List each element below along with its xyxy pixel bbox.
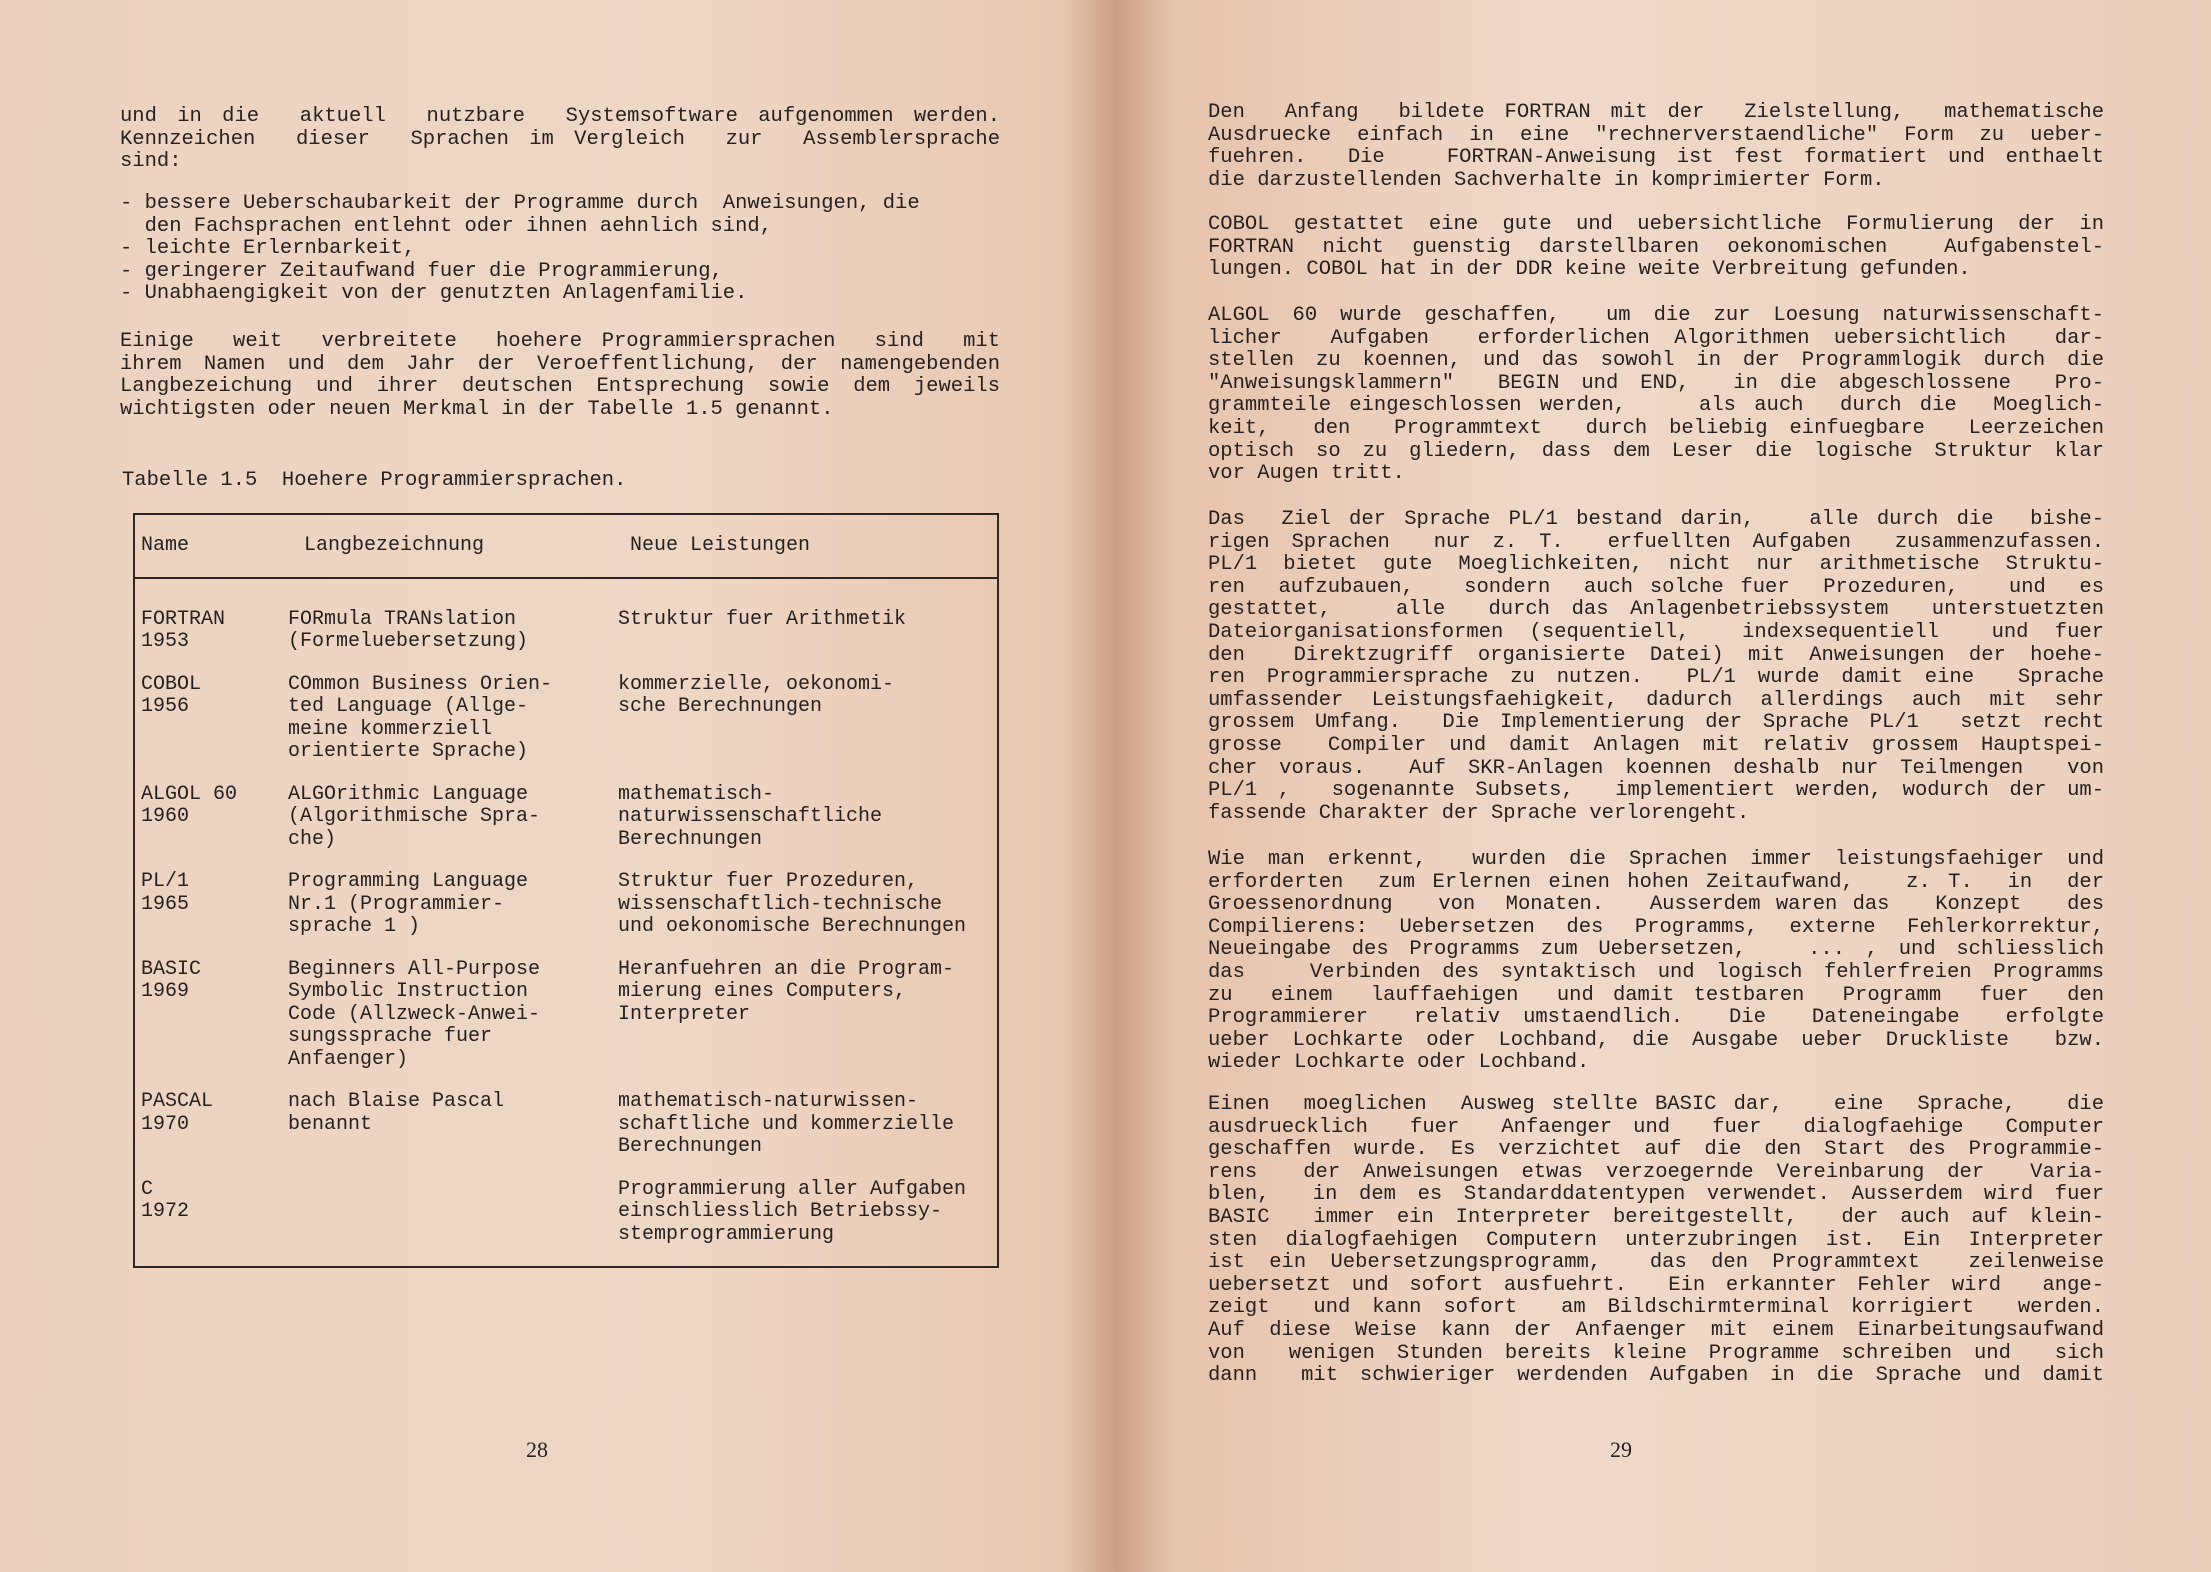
page-number: 28 (526, 1437, 548, 1462)
left-page (0, 0, 1105, 1572)
long-name-line: COmmon Business Orien- (288, 672, 553, 696)
language-name: COBOL (141, 672, 202, 696)
body-paragraph (1208, 849, 2104, 1075)
feature-cell (612, 871, 998, 959)
text-line: PL/1 bietet gute Moeglichkeiten, nicht nur arithmetische Struktu- (1208, 553, 2104, 577)
text-line: erforderten zum Erlernen einen hohen Zeitaufwand, z. T. in der (1208, 870, 2104, 894)
language-name: ALGOL 60 (141, 782, 238, 806)
text-line: ren Programmiersprache zu nutzen. PL/1 wurde damit eine Sprache (1208, 666, 2104, 690)
text-line: ausdruecklich fuer Anfaenger und fuer dialogfaehige Computer (1208, 1115, 2104, 1139)
long-name-line: orientierte Sprache) (288, 740, 529, 763)
text-line: Ausdruecke einfach in eine "rechnerverstaendliche" Form zu ueber- (1208, 123, 2104, 147)
language-year: 1960 (141, 805, 190, 828)
programming-languages-table (133, 513, 999, 1268)
long-name-line: Anfaenger) (288, 1047, 409, 1071)
text-line: dann mit schwieriger werdenden Aufgaben in die Sprache und damit (1208, 1364, 2104, 1388)
long-name-line: ALGOrithmic Language (288, 782, 529, 806)
feature-line: wissenschaftlich-technische (618, 892, 943, 916)
long-name-line: Beginners All-Purpose (288, 957, 541, 981)
body-paragraph (1208, 305, 2104, 486)
text-line: blen, in dem es Standarddatentypen verwendet. Ausserdem wird fuer (1208, 1183, 2104, 1207)
text-line: fassende Charakter der Sprache verlorengeht. (1208, 801, 1750, 825)
feature-bullet-list (120, 193, 1000, 306)
feature-line: sche Berechnungen (618, 695, 823, 718)
language-year: 1956 (141, 695, 190, 718)
text-line: wieder Lochkarte oder Lochband. (1208, 1051, 1590, 1075)
list-item: - Unabhaengigkeit von der genutzten Anlagenfamilie. (120, 282, 748, 306)
list-item: - leichte Erlernbarkeit, (120, 237, 416, 261)
long-name-line: Programming Language (288, 870, 529, 893)
long-name-cell (282, 784, 612, 872)
feature-line: Struktur fuer Arithmetik (618, 607, 907, 631)
feature-line: mathematisch- (618, 782, 775, 806)
body-paragraph (1208, 509, 2104, 825)
long-name-line: Code (Allzweck-Anwei- (288, 1002, 541, 1026)
language-name: PASCAL (141, 1090, 214, 1113)
feature-cell (612, 674, 998, 784)
text-line: umfassender Leistungsfaehigkeit, dadurch allerdings auch mit sehr (1208, 688, 2104, 712)
text-line: geschaffen wurde. Es verzichtet auf die den Start des Programmie- (1208, 1138, 2104, 1162)
feature-line: naturwissenschaftliche (618, 805, 883, 828)
long-name-line: Symbolic Instruction (288, 980, 529, 1003)
text-line: grosse Compiler und damit Anlagen mit relativ grossem Hauptspei- (1208, 733, 2104, 757)
text-line: FORTRAN nicht guenstig darstellbaren oekonomischen Aufgabenstel- (1208, 235, 2104, 259)
text-line: Den Anfang bildete FORTRAN mit der Zielstellung, mathematische (1208, 101, 2104, 124)
long-name-line: sungssprache fuer (288, 1025, 493, 1048)
text-line: Einige weit verbreitete hoehere Programmiersprachen sind mit (120, 330, 1000, 353)
text-line: optisch so zu gliedern, dass dem Leser die logische Struktur klar (1208, 439, 2104, 463)
text-line: Das Ziel der Sprache PL/1 bestand darin, alle durch die bishe- (1208, 508, 2104, 531)
text-line: vor Augen tritt. (1208, 462, 1405, 486)
feature-line: schaftliche und kommerzielle (618, 1112, 955, 1136)
text-line: ALGOL 60 wurde geschaffen, um die zur Loesung naturwissenschaft- (1208, 304, 2104, 327)
body-paragraph (1208, 102, 2104, 192)
text-line: von wenigen Stunden bereits kleine Programme schreiben und sich (1208, 1341, 2104, 1365)
text-line: zu einem lauffaehigen und damit testbaren Programm fuer den (1208, 983, 2104, 1007)
table-row (134, 784, 998, 872)
text-line: das Verbinden des syntaktisch und logisch fehlerfreien Programms (1208, 960, 2104, 984)
table-row (134, 871, 998, 959)
text-line: Dateiorganisationsformen (sequentiell, indexsequentiell und fuer (1208, 620, 2104, 644)
language-name: BASIC (141, 957, 202, 981)
language-name: PL/1 (141, 870, 190, 893)
text-line: rens der Anweisungen etwas verzoegernde Vereinbarung der Varia- (1208, 1160, 2104, 1184)
feature-line: Struktur fuer Prozeduren, (618, 870, 919, 893)
language-year: 1972 (141, 1200, 190, 1223)
text-line: Einen moeglichen Ausweg stellte BASIC dar, eine Sprache, die (1208, 1093, 2104, 1116)
text-line: Programmierer relativ umstaendlich. Die Dateneingabe erfolgte (1208, 1006, 2104, 1030)
column-header-features: Neue Leistungen (612, 514, 998, 578)
intro-paragraph (120, 106, 1000, 174)
text-line: Wie man erkennt, wurden die Sprachen immer leistungsfaehiger und (1208, 848, 2104, 871)
language-name-cell (134, 1091, 282, 1179)
feature-line: kommerzielle, oekonomi- (618, 672, 895, 696)
body-paragraph (1208, 214, 2104, 282)
text-line: lungen. COBOL hat in der DDR keine weite Verbreitung gefunden. (1208, 258, 1971, 282)
page-number: 29 (1610, 1437, 1632, 1462)
language-year: 1969 (141, 980, 190, 1003)
text-line: licher Aufgaben erforderlichen Algorithmen uebersichtlich dar- (1208, 326, 2104, 350)
text-line: Langbezeichung und ihrer deutschen Entsprechung sowie dem jeweils (120, 375, 1000, 399)
feature-cell (612, 959, 998, 1092)
text-line: den Direktzugriff organisierte Datei) mit Anweisungen der hoehe- (1208, 643, 2104, 667)
long-name-line: sprache 1 ) (288, 915, 421, 938)
language-name: C (141, 1177, 154, 1201)
language-name-cell (134, 784, 282, 872)
text-line: BASIC immer ein Interpreter bereitgestellt, der auch auf klein- (1208, 1205, 2104, 1229)
feature-cell (612, 578, 998, 674)
column-header-long-name: Langbezeichnung (282, 514, 612, 578)
feature-line: mierung eines Computers, (618, 980, 907, 1003)
long-name-line: (Formeluebersetzung) (288, 630, 529, 653)
table-row (134, 674, 998, 784)
feature-line: Heranfuehren an die Program- (618, 957, 955, 981)
list-item: den Fachsprachen entlehnt oder ihnen aehnlich sind, (120, 214, 773, 238)
feature-cell (612, 784, 998, 872)
text-line: uebersetzt und sofort ausfuehrt. Ein erkannter Fehler wird ange- (1208, 1273, 2104, 1297)
text-line: rigen Sprachen nur z. T. erfuellten Aufgaben zusammenzufassen. (1208, 530, 2104, 554)
table-row (134, 959, 998, 1092)
text-line: und in die aktuell nutzbare Systemsoftware aufgenommen werden. (120, 105, 1000, 128)
text-line: grammteile eingeschlossen werden, als auch durch die Moeglich- (1208, 394, 2104, 418)
language-name-cell (134, 578, 282, 674)
text-line: Neueingabe des Programms zum Uebersetzen, ... , und schliesslich (1208, 938, 2104, 962)
feature-line: Berechnungen (618, 1135, 763, 1158)
list-item: - geringerer Zeitaufwand fuer die Programmierung, (120, 259, 723, 283)
text-line: grossem Umfang. Die Implementierung der Sprache PL/1 setzt recht (1208, 711, 2104, 735)
long-name-line: nach Blaise Pascal (288, 1090, 505, 1113)
feature-line: einschliesslich Betriebssy- (618, 1200, 943, 1223)
language-name: FORTRAN (141, 607, 226, 631)
feature-line: Berechnungen (618, 827, 763, 851)
long-name-cell (282, 578, 612, 674)
language-name-cell (134, 674, 282, 784)
language-name-cell (134, 1179, 282, 1268)
long-name-line: Nr.1 (Programmier- (288, 892, 505, 916)
text-line: wichtigsten oder neuen Merkmal in der Tabelle 1.5 genannt. (120, 397, 834, 421)
table-header-row (134, 514, 998, 578)
text-line: sten dialogfaehigen Computern unterzubringen ist. Ein Interpreter (1208, 1228, 2104, 1252)
text-line: "Anweisungsklammern" BEGIN und END, in die abgeschlossene Pro- (1208, 371, 2104, 395)
text-line: ren aufzubauen, sondern auch solche fuer Prozeduren, und es (1208, 575, 2104, 599)
long-name-cell (282, 1091, 612, 1179)
table-caption: Tabelle 1.5 Hoehere Programmiersprachen. (122, 469, 627, 492)
feature-line: Interpreter (618, 1002, 751, 1026)
text-line: cher voraus. Auf SKR-Anlagen koennen deshalb nur Teilmengen von (1208, 756, 2104, 780)
text-line: ist ein Uebersetzungsprogramm, das den Programmtext zeilenweise (1208, 1251, 2104, 1275)
long-name-line: benannt (288, 1112, 373, 1136)
text-line: gestattet, alle durch das Anlagenbetriebssystem unterstuetzten (1208, 598, 2104, 622)
list-item: - bessere Ueberschaubarkeit der Programme durch Anweisungen, die (120, 192, 920, 215)
long-name-cell (282, 1179, 612, 1268)
table-body (134, 578, 998, 1268)
language-year: 1965 (141, 892, 190, 916)
text-line: die darzustellenden Sachverhalte in komprimierter Form. (1208, 168, 1885, 192)
text-line: PL/1 , sogenannte Subsets, implementiert werden, wodurch der um- (1208, 779, 2104, 803)
long-name-line: che) (288, 827, 337, 851)
feature-line: und oekonomische Berechnungen (618, 915, 967, 938)
language-name-cell (134, 959, 282, 1092)
feature-cell (612, 1179, 998, 1268)
right-page (1105, 0, 2211, 1572)
feature-cell (612, 1091, 998, 1179)
feature-line: Programmierung aller Aufgaben (618, 1177, 967, 1201)
table-row (134, 578, 998, 674)
text-line: zeigt und kann sofort am Bildschirmterminal korrigiert werden. (1208, 1296, 2104, 1320)
text-line: stellen zu koennen, und das sowohl in der Programmlogik durch die (1208, 349, 2104, 373)
long-name-cell (282, 674, 612, 784)
long-name-line: (Algorithmische Spra- (288, 805, 541, 828)
text-line: Compilierens: Uebersetzen des Programms, externe Fehlerkorrektur, (1208, 915, 2104, 939)
column-header-name: Name (134, 514, 282, 578)
text-line: ueber Lochkarte oder Lochband, die Ausgabe ueber Druckliste bzw. (1208, 1028, 2104, 1052)
language-name-cell (134, 871, 282, 959)
language-year: 1953 (141, 630, 190, 653)
text-line: Groessenordnung von Monaten. Ausserdem waren das Konzept des (1208, 893, 2104, 917)
text-line: fuehren. Die FORTRAN-Anweisung ist fest formatiert und enthaelt (1208, 146, 2104, 170)
text-line: sind: (120, 150, 182, 174)
feature-line: stemprogrammierung (618, 1222, 835, 1246)
text-line: COBOL gestattet eine gute und uebersichtliche Formulierung der in (1208, 213, 2104, 236)
feature-line: mathematisch-naturwissen- (618, 1090, 919, 1113)
long-name-cell (282, 871, 612, 959)
long-name-line: FORmula TRANslation (288, 607, 517, 631)
text-line: Kennzeichen dieser Sprachen im Vergleich zur Assemblersprache (120, 127, 1000, 151)
long-name-line: meine kommerziell (288, 717, 493, 741)
long-name-cell (282, 959, 612, 1092)
long-name-line: ted Language (Allge- (288, 695, 529, 718)
text-line: Auf diese Weise kann der Anfaenger mit einem Einarbeitungsaufwand (1208, 1318, 2104, 1342)
text-line: ihrem Namen und dem Jahr der Veroeffentlichung, der namengebenden (120, 352, 1000, 376)
table-row (134, 1091, 998, 1179)
text-line: keit, den Programmtext durch beliebig einfuegbare Leerzeichen (1208, 416, 2104, 440)
table-row (134, 1179, 998, 1268)
languages-paragraph (120, 331, 1000, 421)
language-year: 1970 (141, 1112, 190, 1136)
body-paragraph (1208, 1094, 2104, 1388)
